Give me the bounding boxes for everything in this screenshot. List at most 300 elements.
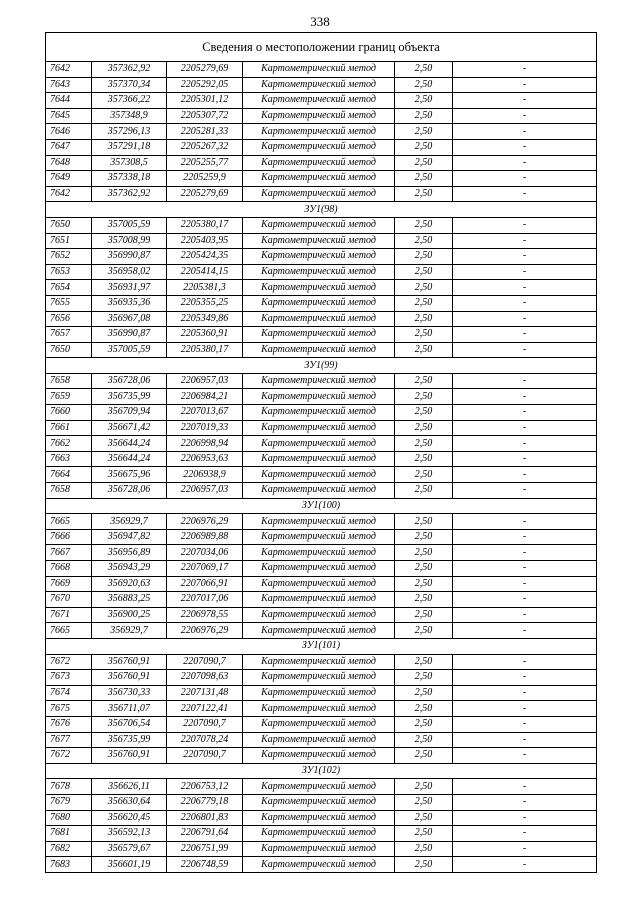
y-coordinate-cell: 2205380,17 xyxy=(167,217,243,233)
description-cell: - xyxy=(453,529,597,545)
description-cell: - xyxy=(453,342,597,358)
y-coordinate-cell: 2205259,9 xyxy=(167,171,243,187)
method-cell: Картометрический метод xyxy=(243,810,395,826)
y-coordinate-cell: 2206791,64 xyxy=(167,826,243,842)
method-cell: Картометрический метод xyxy=(243,342,395,358)
y-coordinate-cell: 2205380,17 xyxy=(167,342,243,358)
point-id-cell: 7661 xyxy=(46,420,92,436)
y-coordinate-cell: 2207090,7 xyxy=(167,748,243,764)
table-row xyxy=(46,467,597,483)
method-cell: Картометрический метод xyxy=(243,139,395,155)
table-row xyxy=(46,451,597,467)
point-id-cell: 7648 xyxy=(46,155,92,171)
table-row xyxy=(46,280,597,296)
x-coordinate-cell: 356760,91 xyxy=(92,748,167,764)
method-cell: Картометрический метод xyxy=(243,841,395,857)
table-row xyxy=(46,124,597,140)
precision-cell: 2,50 xyxy=(395,217,453,233)
x-coordinate-cell: 356601,19 xyxy=(92,857,167,873)
x-coordinate-cell: 357005,59 xyxy=(92,217,167,233)
table-row xyxy=(46,623,597,639)
x-coordinate-cell: 356709,94 xyxy=(92,405,167,421)
table-row xyxy=(46,249,597,265)
precision-cell: 2,50 xyxy=(395,342,453,358)
description-cell: - xyxy=(453,139,597,155)
x-coordinate-cell: 357308,5 xyxy=(92,155,167,171)
y-coordinate-cell: 2207013,67 xyxy=(167,405,243,421)
method-cell: Картометрический метод xyxy=(243,124,395,140)
table-row xyxy=(46,108,597,124)
description-cell: - xyxy=(453,654,597,670)
precision-cell: 2,50 xyxy=(395,732,453,748)
precision-cell: 2,50 xyxy=(395,483,453,499)
precision-cell: 2,50 xyxy=(395,280,453,296)
y-coordinate-cell: 2205414,15 xyxy=(167,264,243,280)
y-coordinate-cell: 2205381,3 xyxy=(167,280,243,296)
table-row xyxy=(46,295,597,311)
method-cell: Картометрический метод xyxy=(243,155,395,171)
precision-cell: 2,50 xyxy=(395,794,453,810)
precision-cell: 2,50 xyxy=(395,171,453,187)
x-coordinate-cell: 357005,59 xyxy=(92,342,167,358)
table-row xyxy=(46,217,597,233)
precision-cell: 2,50 xyxy=(395,670,453,686)
y-coordinate-cell: 2206957,03 xyxy=(167,483,243,499)
precision-cell: 2,50 xyxy=(395,529,453,545)
point-id-cell: 7657 xyxy=(46,327,92,343)
point-id-cell: 7668 xyxy=(46,561,92,577)
description-cell: - xyxy=(453,264,597,280)
precision-cell: 2,50 xyxy=(395,607,453,623)
x-coordinate-cell: 356730,33 xyxy=(92,685,167,701)
y-coordinate-cell: 2206976,29 xyxy=(167,514,243,530)
y-coordinate-cell: 2207090,7 xyxy=(167,716,243,732)
method-cell: Картометрический метод xyxy=(243,249,395,265)
point-id-cell: 7664 xyxy=(46,467,92,483)
method-cell: Картометрический метод xyxy=(243,436,395,452)
point-id-cell: 7672 xyxy=(46,654,92,670)
method-cell: Картометрический метод xyxy=(243,732,395,748)
page-number: 338 xyxy=(310,14,330,29)
table-row xyxy=(46,186,597,202)
table-row xyxy=(46,233,597,249)
table-title: Сведения о местоположении границ объекта xyxy=(46,33,597,62)
table-row xyxy=(46,794,597,810)
method-cell: Картометрический метод xyxy=(243,857,395,873)
description-cell: - xyxy=(453,171,597,187)
description-cell: - xyxy=(453,841,597,857)
y-coordinate-cell: 2207078,24 xyxy=(167,732,243,748)
table-row xyxy=(46,311,597,327)
point-id-cell: 7665 xyxy=(46,514,92,530)
table-row xyxy=(46,592,597,608)
method-cell: Картометрический метод xyxy=(243,62,395,78)
description-cell: - xyxy=(453,467,597,483)
description-cell: - xyxy=(453,483,597,499)
precision-cell: 2,50 xyxy=(395,623,453,639)
y-coordinate-cell: 2205355,25 xyxy=(167,295,243,311)
precision-cell: 2,50 xyxy=(395,62,453,78)
y-coordinate-cell: 2205281,33 xyxy=(167,124,243,140)
table-row xyxy=(46,93,597,109)
point-id-cell: 7683 xyxy=(46,857,92,873)
method-cell: Картометрический метод xyxy=(243,451,395,467)
y-coordinate-cell: 2207090,7 xyxy=(167,654,243,670)
y-coordinate-cell: 2205301,12 xyxy=(167,93,243,109)
x-coordinate-cell: 356675,96 xyxy=(92,467,167,483)
table-row xyxy=(46,514,597,530)
method-cell: Картометрический метод xyxy=(243,233,395,249)
table-row xyxy=(46,576,597,592)
method-cell: Картометрический метод xyxy=(243,529,395,545)
description-cell: - xyxy=(453,436,597,452)
table-row xyxy=(46,264,597,280)
precision-cell: 2,50 xyxy=(395,264,453,280)
x-coordinate-cell: 356735,99 xyxy=(92,389,167,405)
precision-cell: 2,50 xyxy=(395,576,453,592)
y-coordinate-cell: 2206753,12 xyxy=(167,779,243,795)
precision-cell: 2,50 xyxy=(395,451,453,467)
precision-cell: 2,50 xyxy=(395,779,453,795)
section-title: ЗУ1(99) xyxy=(46,358,597,374)
precision-cell: 2,50 xyxy=(395,139,453,155)
x-coordinate-cell: 356990,87 xyxy=(92,249,167,265)
y-coordinate-cell: 2206989,88 xyxy=(167,529,243,545)
point-id-cell: 7646 xyxy=(46,124,92,140)
method-cell: Картометрический метод xyxy=(243,389,395,405)
method-cell: Картометрический метод xyxy=(243,373,395,389)
precision-cell: 2,50 xyxy=(395,249,453,265)
table-row xyxy=(46,607,597,623)
x-coordinate-cell: 356990,87 xyxy=(92,327,167,343)
y-coordinate-cell: 2206801,83 xyxy=(167,810,243,826)
point-id-cell: 7674 xyxy=(46,685,92,701)
method-cell: Картометрический метод xyxy=(243,295,395,311)
x-coordinate-cell: 356883,25 xyxy=(92,592,167,608)
point-id-cell: 7653 xyxy=(46,264,92,280)
precision-cell: 2,50 xyxy=(395,826,453,842)
description-cell: - xyxy=(453,124,597,140)
x-coordinate-cell: 356644,24 xyxy=(92,436,167,452)
y-coordinate-cell: 2205267,32 xyxy=(167,139,243,155)
x-coordinate-cell: 356967,08 xyxy=(92,311,167,327)
description-cell: - xyxy=(453,280,597,296)
precision-cell: 2,50 xyxy=(395,467,453,483)
x-coordinate-cell: 356592,13 xyxy=(92,826,167,842)
boundary-table xyxy=(45,32,597,873)
point-id-cell: 7643 xyxy=(46,77,92,93)
y-coordinate-cell: 2205360,91 xyxy=(167,327,243,343)
description-cell: - xyxy=(453,716,597,732)
x-coordinate-cell: 356900,25 xyxy=(92,607,167,623)
precision-cell: 2,50 xyxy=(395,327,453,343)
y-coordinate-cell: 2206779,18 xyxy=(167,794,243,810)
y-coordinate-cell: 2207066,91 xyxy=(167,576,243,592)
point-id-cell: 7663 xyxy=(46,451,92,467)
x-coordinate-cell: 356735,99 xyxy=(92,732,167,748)
description-cell: - xyxy=(453,514,597,530)
x-coordinate-cell: 356943,29 xyxy=(92,561,167,577)
description-cell: - xyxy=(453,623,597,639)
precision-cell: 2,50 xyxy=(395,77,453,93)
description-cell: - xyxy=(453,155,597,171)
method-cell: Картометрический метод xyxy=(243,670,395,686)
y-coordinate-cell: 2206998,94 xyxy=(167,436,243,452)
description-cell: - xyxy=(453,186,597,202)
y-coordinate-cell: 2207019,33 xyxy=(167,420,243,436)
x-coordinate-cell: 357008,99 xyxy=(92,233,167,249)
precision-cell: 2,50 xyxy=(395,592,453,608)
x-coordinate-cell: 356935,36 xyxy=(92,295,167,311)
precision-cell: 2,50 xyxy=(395,93,453,109)
x-coordinate-cell: 357362,92 xyxy=(92,186,167,202)
method-cell: Картометрический метод xyxy=(243,311,395,327)
description-cell: - xyxy=(453,93,597,109)
precision-cell: 2,50 xyxy=(395,701,453,717)
description-cell: - xyxy=(453,561,597,577)
point-id-cell: 7642 xyxy=(46,186,92,202)
table-row xyxy=(46,545,597,561)
y-coordinate-cell: 2206957,03 xyxy=(167,373,243,389)
method-cell: Картометрический метод xyxy=(243,405,395,421)
table-row xyxy=(46,670,597,686)
x-coordinate-cell: 356706,54 xyxy=(92,716,167,732)
point-id-cell: 7669 xyxy=(46,576,92,592)
x-coordinate-cell: 356929,7 xyxy=(92,514,167,530)
table-row xyxy=(46,342,597,358)
point-id-cell: 7679 xyxy=(46,794,92,810)
y-coordinate-cell: 2206978,55 xyxy=(167,607,243,623)
method-cell: Картометрический метод xyxy=(243,280,395,296)
y-coordinate-cell: 2205424,35 xyxy=(167,249,243,265)
point-id-cell: 7659 xyxy=(46,389,92,405)
description-cell: - xyxy=(453,295,597,311)
method-cell: Картометрический метод xyxy=(243,685,395,701)
method-cell: Картометрический метод xyxy=(243,794,395,810)
method-cell: Картометрический метод xyxy=(243,592,395,608)
method-cell: Картометрический метод xyxy=(243,826,395,842)
point-id-cell: 7651 xyxy=(46,233,92,249)
y-coordinate-cell: 2206938,9 xyxy=(167,467,243,483)
precision-cell: 2,50 xyxy=(395,311,453,327)
method-cell: Картометрический метод xyxy=(243,779,395,795)
x-coordinate-cell: 356626,11 xyxy=(92,779,167,795)
section-title: ЗУ1(98) xyxy=(46,202,597,218)
precision-cell: 2,50 xyxy=(395,405,453,421)
table-row xyxy=(46,327,597,343)
method-cell: Картометрический метод xyxy=(243,716,395,732)
point-id-cell: 7672 xyxy=(46,748,92,764)
point-id-cell: 7671 xyxy=(46,607,92,623)
description-cell: - xyxy=(453,748,597,764)
method-cell: Картометрический метод xyxy=(243,607,395,623)
table-row xyxy=(46,779,597,795)
description-cell: - xyxy=(453,217,597,233)
x-coordinate-cell: 357348,9 xyxy=(92,108,167,124)
description-cell: - xyxy=(453,373,597,389)
table-row xyxy=(46,810,597,826)
precision-cell: 2,50 xyxy=(395,654,453,670)
point-id-cell: 7681 xyxy=(46,826,92,842)
point-id-cell: 7654 xyxy=(46,280,92,296)
x-coordinate-cell: 356711,07 xyxy=(92,701,167,717)
x-coordinate-cell: 356728,06 xyxy=(92,373,167,389)
point-id-cell: 7660 xyxy=(46,405,92,421)
x-coordinate-cell: 356947,82 xyxy=(92,529,167,545)
description-cell: - xyxy=(453,545,597,561)
table-row xyxy=(46,826,597,842)
x-coordinate-cell: 356920,63 xyxy=(92,576,167,592)
precision-cell: 2,50 xyxy=(395,233,453,249)
y-coordinate-cell: 2205349,86 xyxy=(167,311,243,327)
point-id-cell: 7667 xyxy=(46,545,92,561)
point-id-cell: 7645 xyxy=(46,108,92,124)
section-title: ЗУ1(100) xyxy=(46,498,597,514)
method-cell: Картометрический метод xyxy=(243,701,395,717)
table-row xyxy=(46,77,597,93)
description-cell: - xyxy=(453,701,597,717)
point-id-cell: 7644 xyxy=(46,93,92,109)
description-cell: - xyxy=(453,592,597,608)
point-id-cell: 7665 xyxy=(46,623,92,639)
method-cell: Картометрический метод xyxy=(243,264,395,280)
table-row xyxy=(46,373,597,389)
precision-cell: 2,50 xyxy=(395,155,453,171)
x-coordinate-cell: 356671,42 xyxy=(92,420,167,436)
precision-cell: 2,50 xyxy=(395,186,453,202)
x-coordinate-cell: 356929,7 xyxy=(92,623,167,639)
description-cell: - xyxy=(453,779,597,795)
description-cell: - xyxy=(453,108,597,124)
method-cell: Картометрический метод xyxy=(243,514,395,530)
table-row xyxy=(46,155,597,171)
section-title: ЗУ1(101) xyxy=(46,638,597,654)
table-row xyxy=(46,529,597,545)
precision-cell: 2,50 xyxy=(395,373,453,389)
method-cell: Картометрический метод xyxy=(243,77,395,93)
point-id-cell: 7675 xyxy=(46,701,92,717)
precision-cell: 2,50 xyxy=(395,124,453,140)
y-coordinate-cell: 2207122,41 xyxy=(167,701,243,717)
point-id-cell: 7666 xyxy=(46,529,92,545)
method-cell: Картометрический метод xyxy=(243,623,395,639)
x-coordinate-cell: 356728,06 xyxy=(92,483,167,499)
point-id-cell: 7670 xyxy=(46,592,92,608)
y-coordinate-cell: 2205279,69 xyxy=(167,186,243,202)
x-coordinate-cell: 356620,45 xyxy=(92,810,167,826)
point-id-cell: 7680 xyxy=(46,810,92,826)
y-coordinate-cell: 2207069,17 xyxy=(167,561,243,577)
table-row xyxy=(46,420,597,436)
y-coordinate-cell: 2206751,99 xyxy=(167,841,243,857)
point-id-cell: 7658 xyxy=(46,373,92,389)
point-id-cell: 7650 xyxy=(46,342,92,358)
method-cell: Картометрический метод xyxy=(243,327,395,343)
description-cell: - xyxy=(453,62,597,78)
point-id-cell: 7682 xyxy=(46,841,92,857)
table-row xyxy=(46,561,597,577)
method-cell: Картометрический метод xyxy=(243,561,395,577)
table-row xyxy=(46,389,597,405)
table-row xyxy=(46,436,597,452)
table-row xyxy=(46,841,597,857)
point-id-cell: 7677 xyxy=(46,732,92,748)
precision-cell: 2,50 xyxy=(395,810,453,826)
description-cell: - xyxy=(453,826,597,842)
y-coordinate-cell: 2207098,63 xyxy=(167,670,243,686)
point-id-cell: 7647 xyxy=(46,139,92,155)
description-cell: - xyxy=(453,732,597,748)
description-cell: - xyxy=(453,794,597,810)
method-cell: Картометрический метод xyxy=(243,108,395,124)
description-cell: - xyxy=(453,670,597,686)
section-header-row xyxy=(46,638,597,654)
x-coordinate-cell: 356956,89 xyxy=(92,545,167,561)
method-cell: Картометрический метод xyxy=(243,93,395,109)
point-id-cell: 7662 xyxy=(46,436,92,452)
point-id-cell: 7655 xyxy=(46,295,92,311)
x-coordinate-cell: 356579,67 xyxy=(92,841,167,857)
y-coordinate-cell: 2206748,59 xyxy=(167,857,243,873)
y-coordinate-cell: 2205403,95 xyxy=(167,233,243,249)
y-coordinate-cell: 2205255,77 xyxy=(167,155,243,171)
x-coordinate-cell: 356931,97 xyxy=(92,280,167,296)
precision-cell: 2,50 xyxy=(395,108,453,124)
method-cell: Картометрический метод xyxy=(243,420,395,436)
point-id-cell: 7673 xyxy=(46,670,92,686)
point-id-cell: 7678 xyxy=(46,779,92,795)
table-row xyxy=(46,716,597,732)
table-row xyxy=(46,701,597,717)
description-cell: - xyxy=(453,233,597,249)
method-cell: Картометрический метод xyxy=(243,654,395,670)
method-cell: Картометрический метод xyxy=(243,576,395,592)
table-row xyxy=(46,62,597,78)
y-coordinate-cell: 2207034,06 xyxy=(167,545,243,561)
description-cell: - xyxy=(453,77,597,93)
point-id-cell: 7650 xyxy=(46,217,92,233)
point-id-cell: 7676 xyxy=(46,716,92,732)
y-coordinate-cell: 2206953,63 xyxy=(167,451,243,467)
precision-cell: 2,50 xyxy=(395,295,453,311)
description-cell: - xyxy=(453,810,597,826)
description-cell: - xyxy=(453,249,597,265)
table-row xyxy=(46,748,597,764)
x-coordinate-cell: 357366,22 xyxy=(92,93,167,109)
description-cell: - xyxy=(453,685,597,701)
precision-cell: 2,50 xyxy=(395,561,453,577)
table-row xyxy=(46,483,597,499)
table-row xyxy=(46,139,597,155)
precision-cell: 2,50 xyxy=(395,545,453,561)
method-cell: Картометрический метод xyxy=(243,186,395,202)
precision-cell: 2,50 xyxy=(395,748,453,764)
description-cell: - xyxy=(453,389,597,405)
description-cell: - xyxy=(453,420,597,436)
x-coordinate-cell: 357291,18 xyxy=(92,139,167,155)
y-coordinate-cell: 2206984,21 xyxy=(167,389,243,405)
x-coordinate-cell: 356958,02 xyxy=(92,264,167,280)
point-id-cell: 7656 xyxy=(46,311,92,327)
description-cell: - xyxy=(453,311,597,327)
table-row xyxy=(46,732,597,748)
precision-cell: 2,50 xyxy=(395,685,453,701)
x-coordinate-cell: 356630,64 xyxy=(92,794,167,810)
point-id-cell: 7652 xyxy=(46,249,92,265)
precision-cell: 2,50 xyxy=(395,436,453,452)
table-header-row xyxy=(46,33,597,62)
table-row xyxy=(46,654,597,670)
